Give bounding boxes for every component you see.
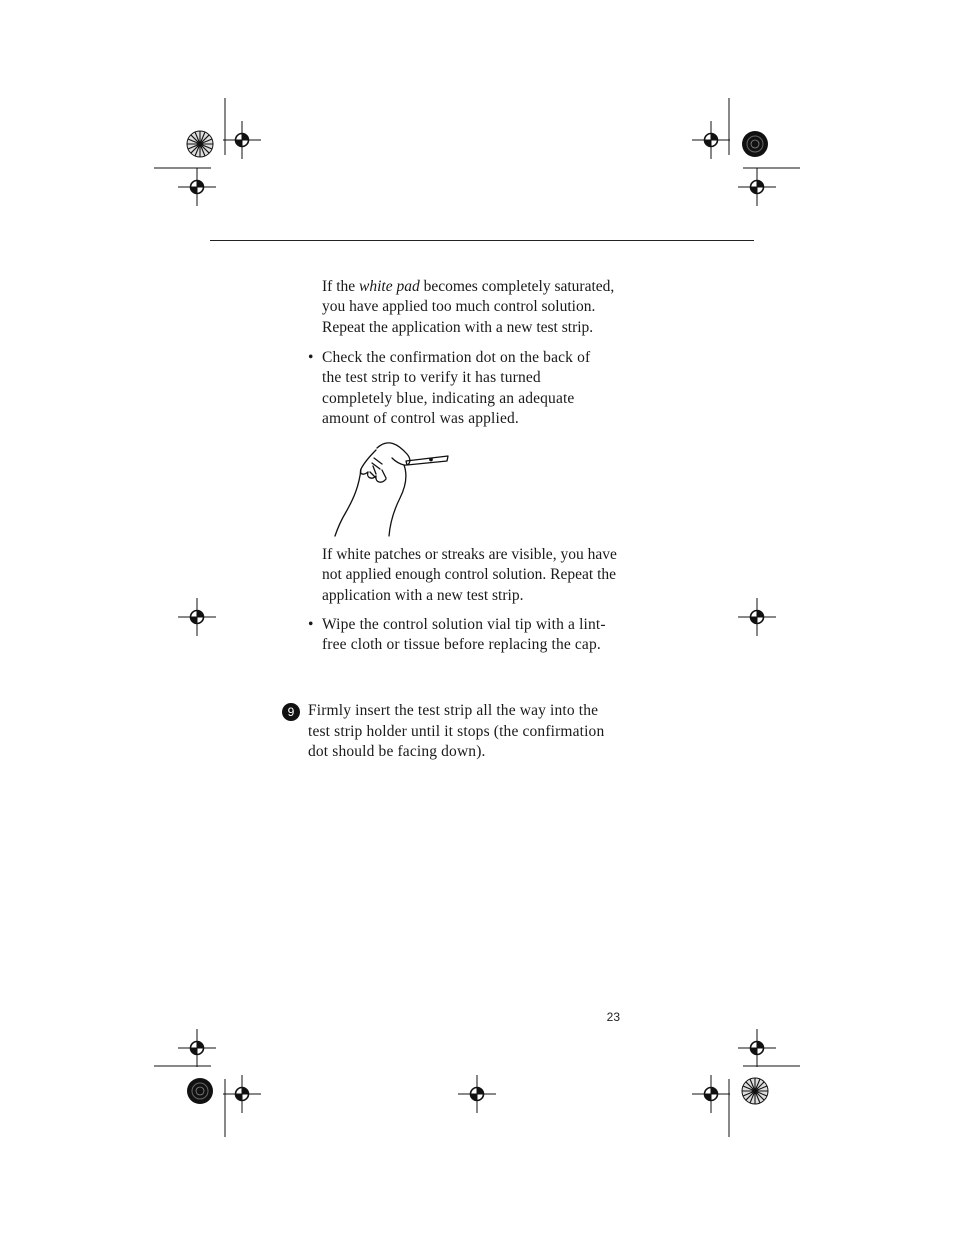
insufficient-solution-paragraph: If white patches or streaks are visible, you have not applied enough control solution. Repeat the application with a new test strip. (322, 546, 617, 604)
confirmation-dot-bullet: Check the confirmation dot on the back of the test strip to verify it has turned completely blue, indicating an adequate amount of control was applied. (322, 349, 591, 427)
step-instruction: Firmly insert the test strip all the way into the test strip holder until it stops (the confirmation dot should be facing down). (308, 702, 605, 760)
para1-post: becomes completely saturated, you have applied too much control solution. Repeat the application with a new test strip. (322, 278, 615, 336)
white-pad-term: white pad (359, 278, 420, 295)
step-number-badge: 9 (282, 703, 300, 721)
bullet-marker: • (308, 616, 314, 633)
header-rule (210, 240, 754, 241)
page-number: 23 (606, 1010, 620, 1024)
saturation-warning-paragraph (322, 277, 622, 338)
wipe-vial-tip-bullet: Wipe the control solution vial tip with a lint-free cloth or tissue before replacing the cap. (322, 616, 606, 654)
para1-pre: If the (322, 278, 360, 295)
bullet-marker: • (308, 349, 314, 366)
hand-holding-test-strip-icon (330, 436, 455, 540)
